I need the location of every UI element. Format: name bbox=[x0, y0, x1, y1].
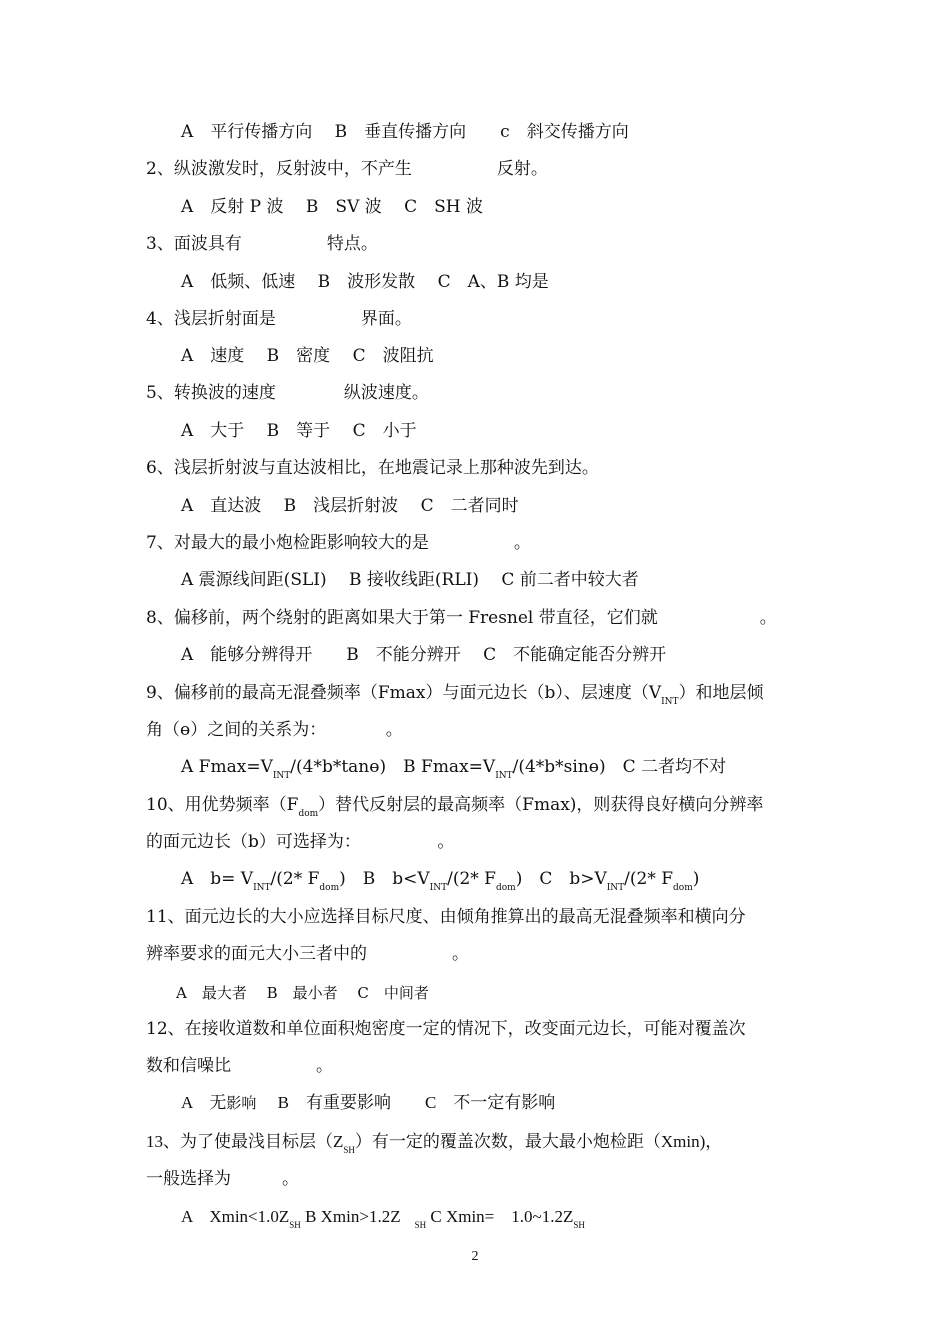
q10-text-line1: 10、用优势频率$(F_{dom})$替代反射层的最高频率（Fmax)，则获得良好横向分辨率 bbox=[146, 795, 764, 819]
q5-text: 5、转换波的速度 纵波速度。 bbox=[146, 383, 429, 403]
q12-text-line1: 12、在接收道数和单位面积炮密度一定的情况下，改变面元边长，可能对覆盖次 bbox=[146, 1019, 746, 1039]
q13-options: A $Xmin<1.0Z_{SH}$ B Xmin>1.2Z $_{SH}$ C Xmin= $1.0\sim 1.2Z_{SH}$ bbox=[181, 1207, 585, 1230]
page-number: 2 bbox=[471, 1249, 479, 1264]
q13-text-line2: 一般选择为 。 bbox=[146, 1169, 299, 1189]
q11-text-line2: 辨率要求的面元大小三者中的 。 bbox=[146, 944, 469, 964]
q6-text: 6、浅层折射波与直达波相比，在地震记录上那种波先到达。 bbox=[146, 458, 599, 478]
q4-text: 4、浅层折射面是 界面。 bbox=[146, 309, 412, 329]
q2-options: A 反射 P 波 B SV 波 C SH 波 bbox=[181, 197, 484, 217]
q2-text: 2、纵波激发时，反射波中，不产生 反射。 bbox=[146, 159, 548, 179]
q12-text-line2: 数和信噪比 。 bbox=[146, 1056, 333, 1076]
q9-text-line2: 角（ɵ）之间的关系为： 。 bbox=[146, 720, 403, 740]
q7-text: 7、对最大的最小炮检距影响较大的是 。 bbox=[146, 533, 531, 553]
q8-text: 8、偏移前，两个绕射的距离如果大于第一 Fresnel 带直径，它们就 。 bbox=[146, 608, 777, 628]
q11-options: A 最大者 B 最小者 C 中间者 bbox=[176, 984, 429, 1002]
q11-text-line1: 11、面元边长的大小应选择目标尺度、由倾角推算出的最高无混叠频率和横向分 bbox=[146, 907, 746, 927]
q3-options: A 低频、低速 B 波形发散 C A、B 均是 bbox=[181, 272, 549, 292]
q12-options: A 无影响 B 有重要影响 C 不一定有影响 bbox=[181, 1093, 556, 1112]
q8-options: A 能够分辨得开 B 不能分辨开 C 不能确定能否分辨开 bbox=[181, 645, 667, 665]
q1-options: A 平行传播方向 B 垂直传播方向 c 斜交传播方向 bbox=[181, 122, 629, 142]
q4-options: A 速度 B 密度 C 波阻抗 bbox=[181, 346, 434, 366]
q9-text-line1: 9、偏移前的最高无混叠频率（Fmax）与面元边长（b）、层速度$(V_{INT})$和地层倾 bbox=[146, 683, 764, 707]
q9-options: A $Fmax=V_{INT}/(4*b*\tan ɵ)$ B $Fmax=V_{INT}/(4*b*\sin ɵ)$ C 二者均不对 bbox=[181, 757, 727, 781]
q6-options: A 直达波 B 浅层折射波 C 二者同时 bbox=[181, 496, 519, 516]
q10-options: A $b= V_{INT}/(2*$ $F_{dom}$) B $b<V_{INT}/(2*$ $F_{dom}$) C $b>V_{INT}/(2*$ $F_{dom}$) bbox=[181, 869, 700, 893]
q5-options: A 大于 B 等于 C 小于 bbox=[181, 421, 417, 441]
q10-text-line2: 的面元边长（b）可选择为： 。 bbox=[146, 832, 455, 852]
q13-text-line1: 13、为了使最浅目标层$(Z_{SH})$有一定的覆盖次数，最大最小炮检距（Xmin)， bbox=[146, 1132, 723, 1155]
q3-text: 3、面波具有 特点。 bbox=[146, 234, 378, 254]
q7-options: A 震源线间距(SLI) B 接收线距(RLI) C 前二者中较大者 bbox=[181, 570, 639, 590]
